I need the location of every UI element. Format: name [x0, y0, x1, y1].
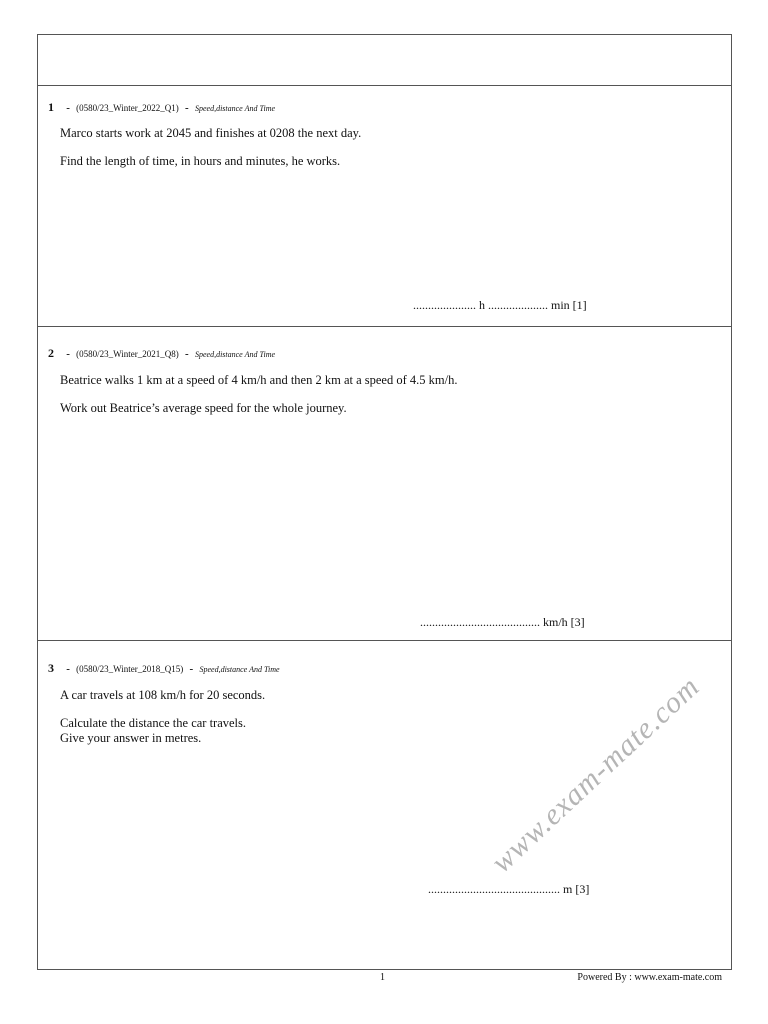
separator: - [66, 348, 70, 360]
question-topic: Speed,distance And Time [194, 104, 276, 113]
question-3-text: Give your answer in metres. [60, 731, 202, 745]
question-1-header [48, 100, 275, 115]
question-1-text: Marco starts work at 2045 and finishes at 0208 the next day. [60, 126, 362, 140]
question-divider [38, 640, 731, 641]
question-2-text: Work out Beatrice’s average speed for the whole journey. [60, 401, 347, 415]
separator: - [185, 102, 189, 114]
question-number: 1 [48, 100, 54, 114]
separator: - [66, 102, 70, 114]
question-2-header [48, 346, 275, 361]
question-2-text: Beatrice walks 1 km at a speed of 4 km/h and then 2 km at a speed of 4.5 km/h. [60, 373, 458, 387]
question-3-text: Calculate the distance the car travels. [60, 716, 247, 730]
question-code: (0580/23_Winter_2022_Q1) [76, 103, 179, 113]
question-code: (0580/23_Winter_2021_Q8) [76, 349, 179, 359]
powered-by-text: Powered By : www.exam-mate.com [577, 972, 722, 983]
question-divider [38, 326, 731, 327]
question-topic: Speed,distance And Time [199, 665, 280, 674]
question-code: (0580/23_Winter_2018_Q15) [76, 664, 184, 674]
separator: - [66, 663, 70, 675]
question-topic: Speed,distance And Time [194, 350, 276, 359]
page-number: 1 [380, 972, 385, 983]
separator: - [185, 348, 189, 360]
page-frame [37, 34, 732, 970]
separator: - [189, 663, 194, 675]
question-3-header [48, 661, 280, 676]
question-1-text: Find the length of time, in hours and minutes, he works. [60, 154, 341, 168]
header-divider [38, 85, 731, 86]
watermark: www.exam-mate.com [485, 669, 706, 880]
question-number: 3 [48, 661, 54, 675]
question-3-text: A car travels at 108 km/h for 20 seconds. [60, 688, 266, 702]
question-1-answer-line: ..................... h .................... min [1] [413, 298, 587, 312]
question-2-answer-line: ........................................ km/h [3] [420, 615, 585, 629]
question-3-answer-line: ............................................ m [3] [428, 882, 590, 896]
question-number: 2 [48, 346, 54, 360]
